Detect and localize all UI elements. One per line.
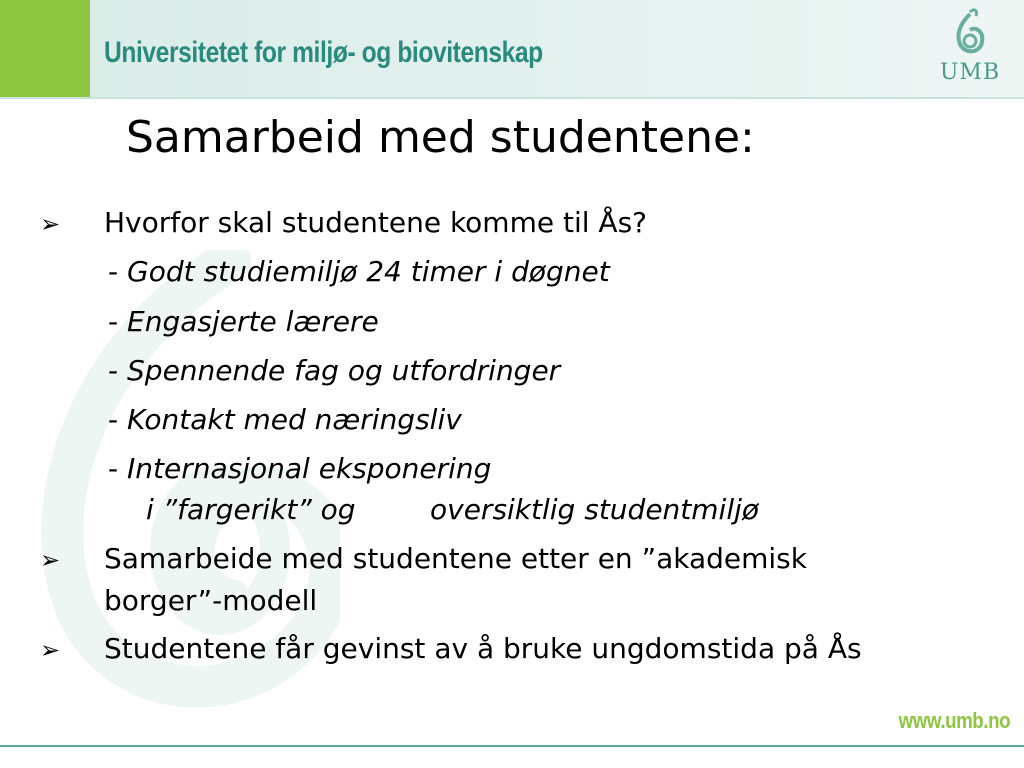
sub-item-dash: -	[108, 255, 128, 288]
sub-item-dash: -	[108, 452, 128, 485]
footer-url: www.umb.no	[898, 708, 1010, 733]
sub-item	[108, 305, 379, 338]
slide-title: Samarbeid med studentene:	[126, 112, 755, 163]
sub-item-dash: -	[108, 403, 128, 436]
bullet-arrow-icon: ➢	[40, 546, 61, 574]
sub-item-text: Kontakt med næringsliv	[127, 403, 462, 436]
sub-item	[108, 452, 491, 485]
bullet-arrow-icon: ➢	[40, 636, 61, 664]
sub-item-text: Spennende fag og utfordringer	[127, 354, 561, 387]
bullet-text: Hvorfor skal studentene komme til Ås?	[104, 206, 648, 239]
sub-item-dash: -	[108, 354, 128, 387]
sub-item	[108, 354, 560, 387]
bullet-arrow-icon: ➢	[40, 210, 61, 238]
bullet-text: Samarbeide med studentene etter en ”akademisk	[104, 542, 807, 575]
sub-item-text: Internasjonal eksponering	[127, 452, 492, 485]
bullet-text-continuation: borger”-modell	[104, 584, 318, 617]
university-name: Universitetet for miljø- og biovitenskap	[104, 36, 543, 69]
umb-logo-text: UMB	[939, 60, 1001, 85]
sub-item-dash: -	[108, 305, 128, 338]
bullet-text: Studentene får gevinst av å bruke ungdomstida på Ås	[104, 632, 862, 665]
sub-item	[108, 255, 610, 288]
sub-item-text: Godt studiemiljø 24 timer i døgnet	[127, 255, 610, 288]
sub-item-continuation-a: i ”fargerikt” og	[146, 493, 356, 526]
sub-item-continuation-b: oversiktlig studentmiljø	[430, 493, 760, 526]
sub-item	[108, 403, 462, 436]
sub-item-text: Engasjerte lærere	[127, 305, 379, 338]
footer-divider	[0, 745, 1024, 747]
